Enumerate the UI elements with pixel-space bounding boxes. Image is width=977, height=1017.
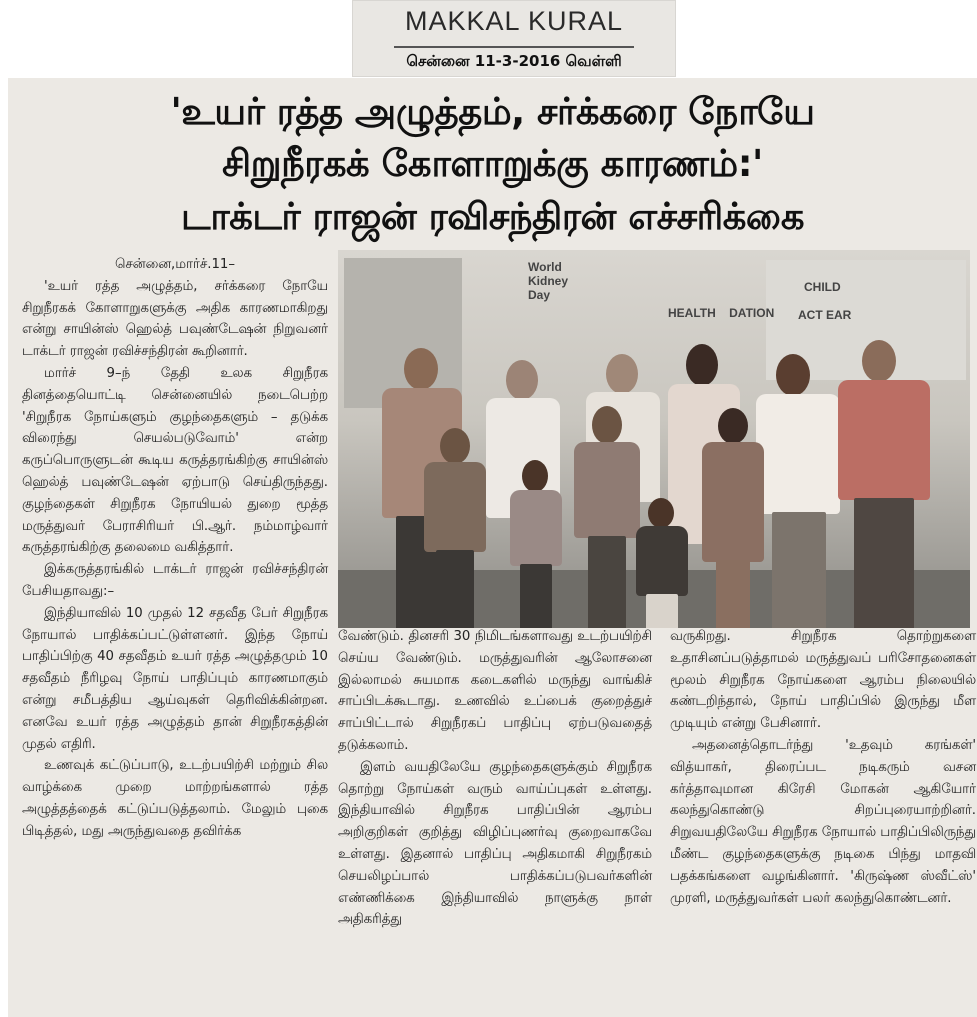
headline-line-1: 'உயர் ரத்த அழுத்தம், சர்க்கரை நோயே [170, 90, 815, 133]
paragraph: இந்தியாவில் 10 முதல் 12 சதவீத பேர் சிறுநீரக நோயால் பாதிக்கப்பட்டுள்ளனர். இந்த நோய் பாதிப்பிற்கு 40 சதவீதம் உயர் ரத்த அழுத்தமும் 10 சதவீதம் நீரிழவு நோய் பாதிப்பும் காரணமாகும் என்று சமீபத்திய ஆய்வுகள் தெரிவிக்கின்றன. எனவே உயர் ரத்த அழுத்தம் தான் சிறுநீரகத்தின் முதல் எதிரி. [22, 605, 328, 752]
article-column-2 [338, 626, 652, 931]
masthead-rule [394, 46, 634, 48]
backdrop-panel [344, 258, 462, 408]
paragraph: உணவுக் கட்டுப்பாடு, உடற்பயிற்சி மற்றும் சில வாழ்க்கை முறை மாற்றங்களால் ரத்த அழுத்தத்தைக் கட்டுப்படுத்தலாம். மேலும் புகை பிடித்தல், மது அருந்துவதை தவிர்க்க [22, 758, 328, 839]
headline-line-2: சிறுநீரகக் கோளாறுக்கு காரணம்:' [222, 142, 763, 185]
banner-text-child: CHILD [804, 280, 841, 294]
paragraph: இளம் வயதிலேயே குழந்தைகளுக்கும் சிறுநீரக தொற்று நோய்கள் வரும் வாய்ப்புகள் உள்ளது. இந்தியாவில் சிறுநீரக பாதிப்பின் ஆரம்ப அறிகுறிகள் குறித்து விழிப்புணர்வு குறைவாகவே உள்ளது. இதனால் பாதிப்பு அதிகமாகி சிறுநீரகம் செயலிழப்பால் பாதிக்கப்படுபவர்களின் எண்ணிக்கை இந்தியாவில் நாளுக்கு நாள் அதிகரித்து [338, 759, 652, 928]
paragraph: இக்கருத்தரங்கில் டாக்டர் ராஜன் ரவிச்சந்திரன் பேசியதாவது:– [22, 562, 328, 599]
article-column-3 [670, 626, 976, 909]
paragraph: வேண்டும். தினசரி 30 நிமிடங்களாவது உடற்பயிற்சி செய்ய வேண்டும். மருத்துவரின் ஆலோசனை இல்லாமல் சுயமாக கடைகளில் மருந்து வாங்கிச் சாப்பிடக்கூடாது. உணவில் உப்பைக் குறைத்துச் சாப்பிட்டால் சிறுநீரகப் பாதிப்பு ஏற்படுவதைத் தடுக்கலாம். [338, 629, 652, 753]
paragraph: மார்ச் 9–ந் தேதி உலக சிறுநீரக தினத்தையொட்டி சென்னையில் நடைபெற்ற 'சிறுநீரக நோய்களும் குழந்தைகளும் – தடுக்க விரைந்து செயல்படுவோம்' என்ற கருப்பொருளுடன் கூடிய கருத்தரங்கிற்கு சாயின்ஸ் ஹெல்த் பவுண்டேஷன் ஏற்பாடு செய்திருந்தது. குழந்தைகள் சிறுநீரக நோயியல் துறை மூத்த மருத்துவர் பேராசிரியர் பி.ஆர். நம்மாழ்வார் கருத்தரங்கிற்கு தலைமை வகித்தார். [22, 365, 328, 556]
paragraph: அதனைத்தொடர்ந்து 'உதவும் கரங்கள்' வித்யாகர், திரைப்பட நடிகரும் வசன கர்த்தாவுமான கிரேசி மோகன் ஆகியோர் கலந்துகொண்டு சிறப்புரையாற்றினர். சிறுவயதிலேயே சிறுநீரக நோயால் பாதிப்பிலிருந்து மீண்ட குழந்தைகளுக்கு நடிகை பிந்து மாதவி பதக்கங்களை வழங்கினார். 'கிருஷ்ண ஸ்வீட்ஸ்' முரளி, மருத்துவர்கள் பலர் கலந்துகொண்டனர். [670, 737, 976, 906]
story-dateline: சென்னை,மார்ச்.11– [114, 257, 236, 272]
article-column-1 [22, 254, 328, 843]
masthead [352, 0, 676, 77]
banner-text-health: HEALTH DATION [668, 306, 775, 320]
world-kidney-day-logo: World Kidney Day [528, 260, 569, 302]
headline-line-3: டாக்டர் ராஜன் ரவிசந்திரன் எச்சரிக்கை [180, 195, 805, 238]
event-photo [338, 250, 970, 628]
paragraph: வருகிறது. சிறுநீரக தொற்றுகளை உதாசினப்படுத்தாமல் மருத்துவப் பரிசோதனைகள் மூலம் சிறுநீரக நோய்களை ஆரம்ப நிலையில் கண்டறிந்தால், நோய் பாதிப்பில் இருந்து மீள முடியும் என்று பேசினார். [670, 629, 976, 732]
newspaper-name: MAKKAL KURAL [404, 6, 624, 36]
article-clipping [8, 78, 977, 1017]
banner-text-act: ACT EAR [798, 308, 852, 322]
publication-dateline: சென்னை 11-3-2016 வெள்ளி [406, 52, 622, 70]
paragraph: 'உயர் ரத்த அழுத்தம், சர்க்கரை நோயே சிறுநீரகக் கோளாறுகளுக்கு அதிக காரணமாகிறது என்று சாயின்ஸ் ஹெல்த் பவுண்டேஷன் நிறுவனர் டாக்டர் ராஜன் ரவிச்சந்திரன் கூறினார். [22, 278, 328, 360]
